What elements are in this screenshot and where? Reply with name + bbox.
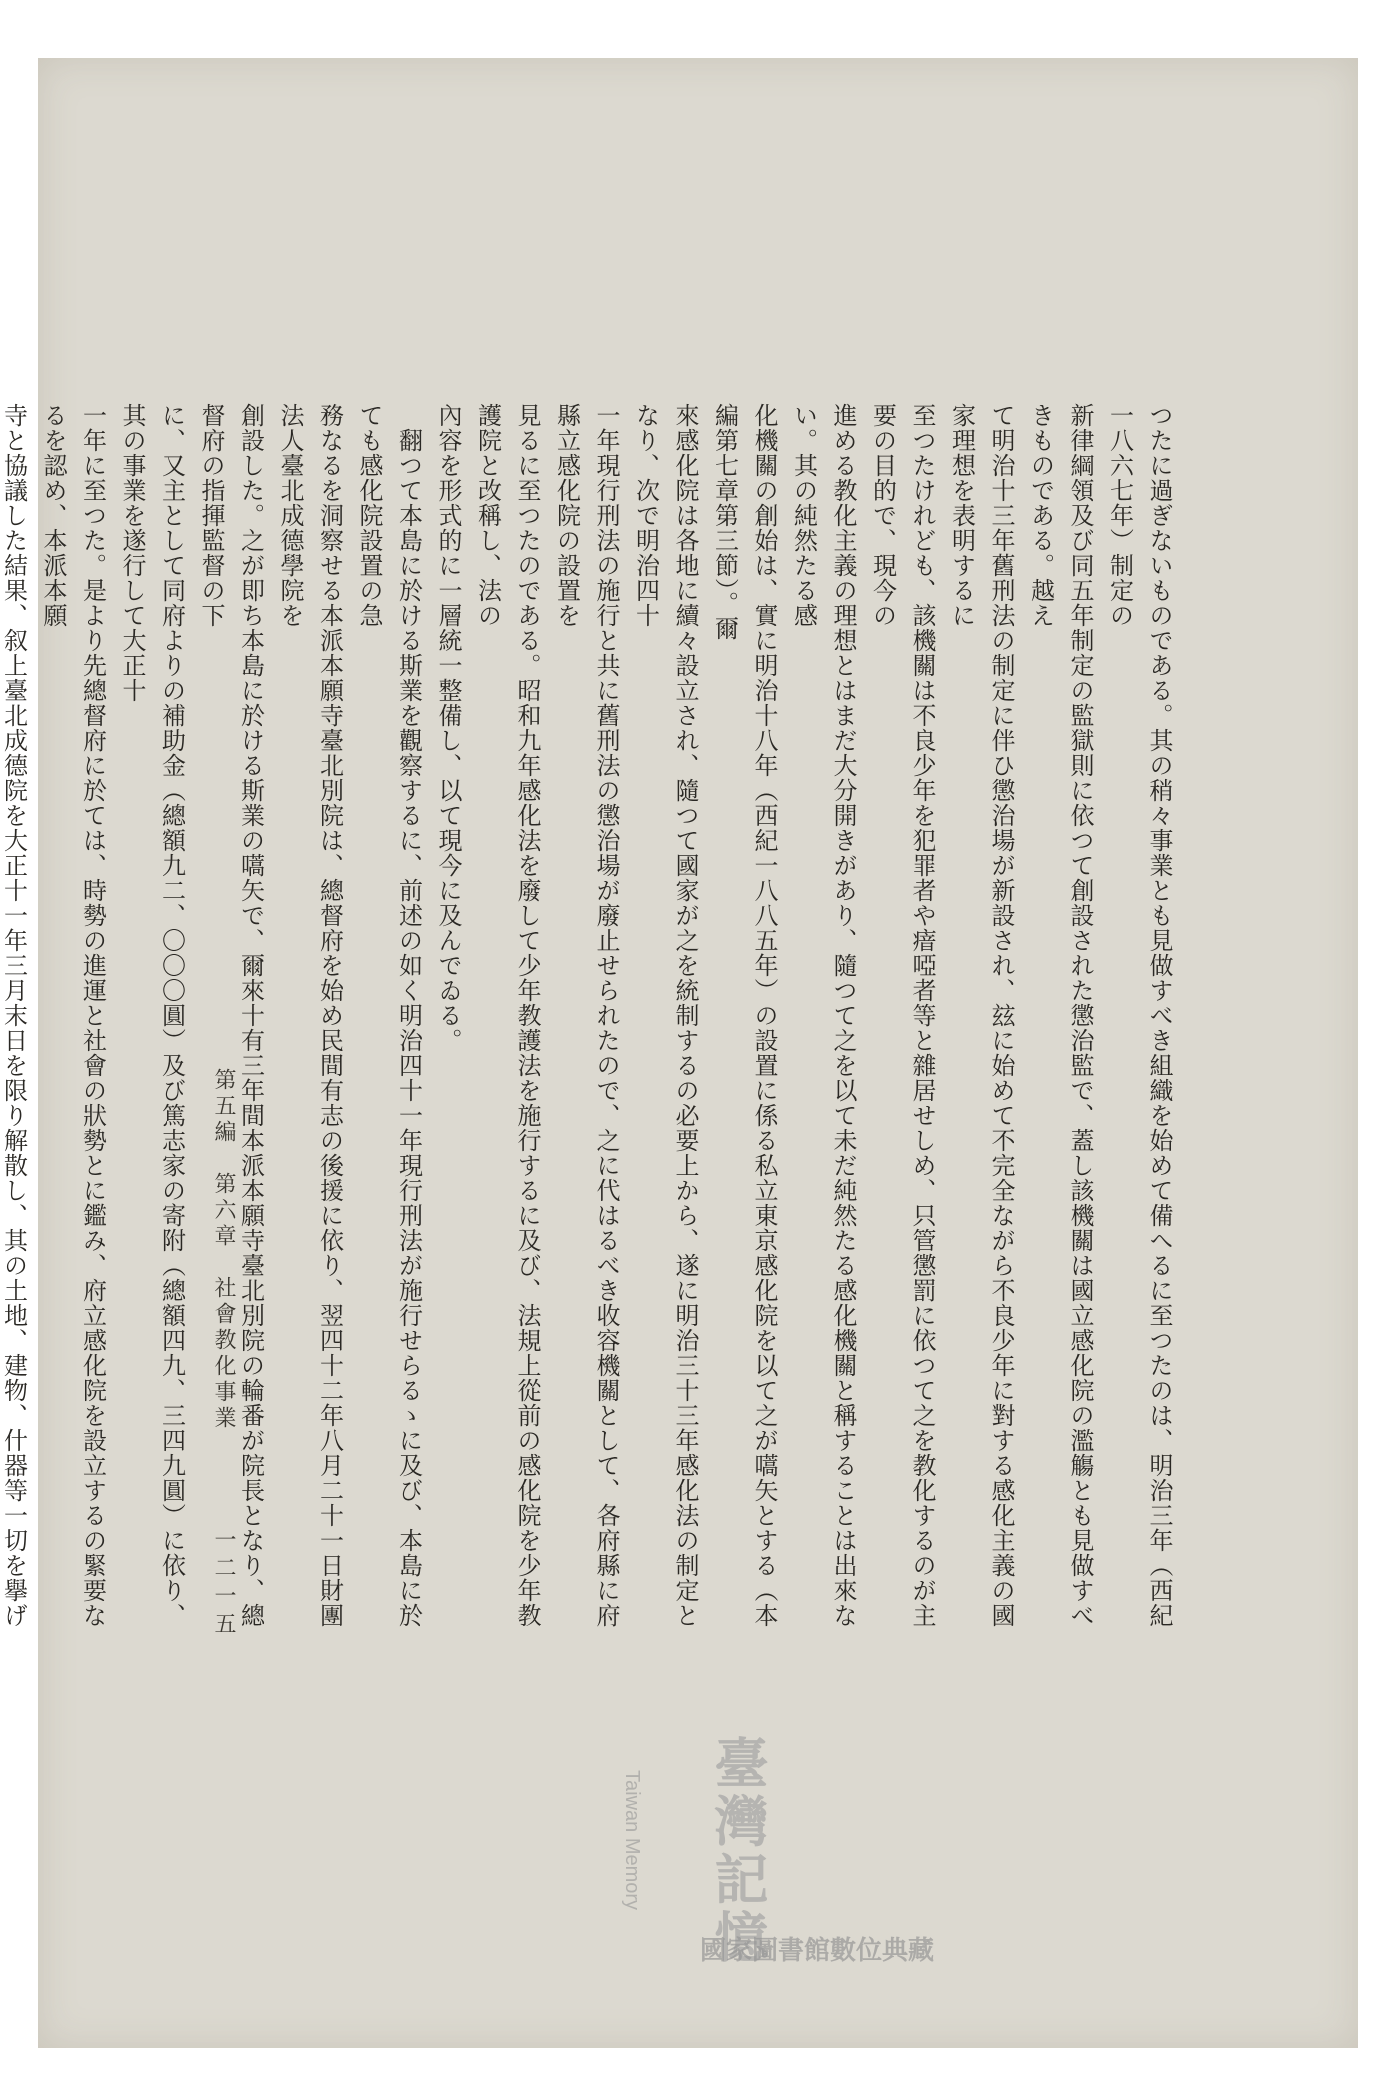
text-column: 一年に至つた。是より先總督府に於ては、時勢の進運と社會の狀勢とに鑑み、府立感化院を設立するの緊要なるを認め、本派本願 (39, 403, 107, 1628)
text-column: に、又主として同府よりの補助金（總額九二、〇〇〇圓）及び篤志家の寄附（總額四九、三四九圓）に依り、其の事業を遂行して大正十 (118, 403, 186, 1628)
watermark-logo-text: 臺灣記憶 (706, 1735, 770, 1967)
text-column: 新律綱領及び同五年制定の監獄則に依つて創設された懲治監で、蓋し該機關は國立感化院の濫觴とも見做すべきものである。越え (1026, 403, 1094, 1628)
text-column: 寺と協議した結果、叙上臺北成德院を大正十一年三月末日を限り解散し、其の土地、建物、什器等一切を擧げ (0, 403, 28, 1628)
text-column: 一年現行刑法の施行と共に舊刑法の懲治場が廢止せられたので、之に代はるべき收容機關として、各府縣に府縣立感化院の設置を (552, 403, 620, 1628)
book-page (0, 58, 1358, 2048)
page-number: 一二一五 (211, 1528, 236, 1640)
watermark-library-name: 國家圖書館數位典藏 (700, 1935, 935, 1965)
text-column: 創設した。之が即ち本島に於ける斯業の嚆矢で、爾來十有三年間本派本願寺臺北別院の輪番が院長となり、總督府の指揮監督の下 (197, 403, 265, 1628)
text-column: 化機關の創始は、實に明治十八年（西紀一八八五年）の設置に係る私立東京感化院を以て之が嚆矢とする（本編第七章第三節）。爾 (710, 403, 778, 1628)
text-column: て明治十三年舊刑法の制定に伴ひ懲治場が新設され、玆に始めて不完全ながら不良少年に對する感化主義の國家理想を表明するに (947, 403, 1015, 1628)
text-column: 來感化院は各地に續々設立され、隨つて國家が之を統制するの必要上から、遂に明治三十三年感化法の制定となり、次で明治四十 (631, 403, 699, 1628)
chapter-footer: 第五編 第六章 社會教化事業 (211, 1068, 236, 1432)
text-column: つたに過ぎないものである。其の稍々事業とも見做すべき組織を始めて備へるに至つたのは、明治三年（西紀一八六七年）制定の (1105, 403, 1173, 1628)
text-column: 見るに至つたのである。昭和九年感化法を廢して少年教護法を施行するに及び、法規上從前の感化院を少年教護院と改稱し、法の (473, 403, 541, 1628)
watermark-english: Taiwan Memory (621, 1770, 643, 1911)
text-column: 務なるを洞察せる本派本願寺臺北別院は、總督府を始め民間有志の後援に依り、翌四十二年八月二十一日財團法人臺北成德學院を (276, 403, 344, 1628)
text-column: 翻つて本島に於ける斯業を觀察するに、前述の如く明治四十一年現行刑法が施行せらるゝに及び、本島に於ても感化院設置の急 (355, 403, 423, 1628)
text-column: 至つたけれども、該機關は不良少年を犯罪者や瘖啞者等と雜居せしめ、只管懲罰に依つて之を教化するのが主要の目的で、現今の (868, 403, 936, 1628)
text-column: 內容を形式的に一層統一整備し、以て現今に及んでゐる。 (434, 403, 462, 1053)
text-column: 進める教化主義の理想とはまだ大分開きがあり、隨つて之を以て未だ純然たる感化機關と稱することは出來ない。其の純然たる感 (789, 403, 857, 1628)
